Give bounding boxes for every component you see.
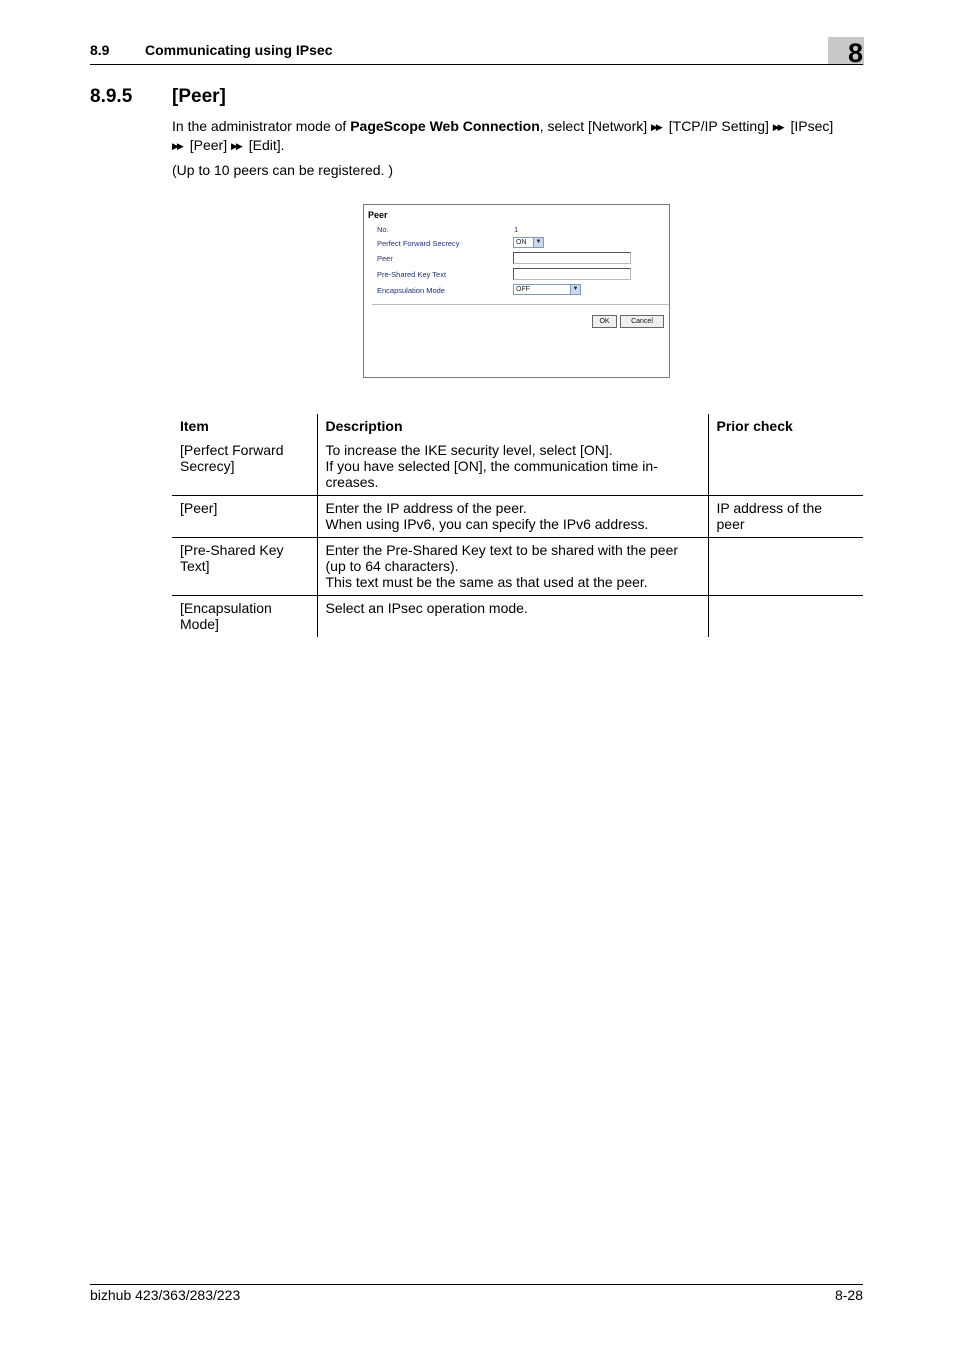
desc-line: To increase the IKE security level, select [ON]. xyxy=(325,442,613,458)
chevron-down-icon: ▼ xyxy=(570,285,580,294)
header-rule xyxy=(90,64,863,65)
heading-title: [Peer] xyxy=(172,86,226,107)
encap-select[interactable] xyxy=(513,284,581,295)
chapter-number: 8 xyxy=(847,38,863,68)
pfs-select-value: ON xyxy=(516,239,527,246)
cancel-button[interactable]: Cancel xyxy=(620,315,664,328)
step-arrow-icon: ▶▶ xyxy=(230,141,241,151)
desc-line: This text must be the same as that used at the peer. xyxy=(325,574,648,590)
settings-table xyxy=(172,414,863,637)
label-no: No. xyxy=(377,225,389,234)
step-arrow-icon: ▶▶ xyxy=(772,122,783,132)
chapter-badge xyxy=(828,37,864,68)
intro-prefix: In the administrator mode of xyxy=(172,118,351,134)
heading-number: 8.9.5 xyxy=(90,86,133,107)
step-arrow-icon: ▶▶ xyxy=(651,122,661,132)
cell-prior-check xyxy=(708,596,863,638)
cell-prior-check xyxy=(708,496,863,538)
table-row xyxy=(172,538,863,596)
desc-line: When using IPv6, you can specify the IPv6 address. xyxy=(325,516,649,532)
psk-input[interactable] xyxy=(513,268,631,280)
peer-settings-screenshot xyxy=(363,204,670,378)
footer-model: bizhub 423/363/283/223 xyxy=(90,1287,241,1303)
cell-prior-check xyxy=(708,538,863,596)
cell-item: [Peer] xyxy=(180,500,218,516)
label-pfs: Perfect Forward Secrecy xyxy=(377,239,460,248)
header-section-number: 8.9 xyxy=(90,42,110,58)
label-psk: Pre-Shared Key Text xyxy=(377,270,447,279)
table-header-row xyxy=(172,414,863,438)
intro-after-app: , select [Network] xyxy=(539,118,652,134)
screen-title: Peer xyxy=(368,210,388,220)
item-text: [Encapsulation Mode] xyxy=(180,600,272,632)
intro-step3: [IPsec] xyxy=(786,118,834,134)
col-header-prior-check: Prior check xyxy=(708,414,863,438)
cell-prior-check xyxy=(708,438,863,496)
table-row xyxy=(172,438,863,496)
header-section-title: Communicating using IPsec xyxy=(145,42,333,58)
intro-note: (Up to 10 peers can be registered. ) xyxy=(172,162,394,178)
footer-page-number: 8-28 xyxy=(834,1287,863,1303)
step-arrow-icon: ▶▶ xyxy=(172,141,182,151)
ok-button[interactable]: OK xyxy=(592,315,617,328)
footer-rule xyxy=(90,1284,863,1285)
col-header-item: Item xyxy=(180,418,209,434)
desc-line: Enter the Pre-Shared Key text to be shared with the peer (up to 64 characters). xyxy=(325,542,679,574)
table-row xyxy=(172,596,863,638)
col-header-description: Description xyxy=(317,414,708,438)
intro-step2: [TCP/IP Setting] xyxy=(664,118,773,134)
screen-divider xyxy=(372,304,669,305)
chevron-down-icon: ▼ xyxy=(533,238,543,247)
intro-step5: [Edit]. xyxy=(244,137,285,153)
table-row xyxy=(172,496,863,538)
intro-step4: [Peer] xyxy=(185,137,231,153)
value-no: 1 xyxy=(514,225,519,234)
label-peer: Peer xyxy=(377,254,393,263)
cell-item xyxy=(172,438,317,496)
cell-description xyxy=(317,596,708,638)
peer-input[interactable] xyxy=(513,252,631,264)
cell-item xyxy=(172,596,317,638)
cell-description xyxy=(317,438,708,496)
label-encap: Encapsulation Mode xyxy=(377,286,445,295)
cell-item xyxy=(172,538,317,596)
encap-select-value: OFF xyxy=(516,286,530,293)
desc-line: If you have selected [ON], the communication time in-creases. xyxy=(325,458,658,490)
cell-description xyxy=(317,538,708,596)
item-text: [Perfect Forward Secrecy] xyxy=(180,442,284,474)
app-name: PageScope Web Connection xyxy=(350,118,540,134)
intro-paragraph xyxy=(172,117,872,155)
cell-description xyxy=(317,496,708,538)
item-text: [Pre-Shared Key Text] xyxy=(180,542,284,574)
desc-line: Select an IPsec operation mode. xyxy=(325,600,528,616)
desc-line: Enter the IP address of the peer. xyxy=(325,500,527,516)
prior-check-text: IP address of the peer xyxy=(716,500,823,532)
pfs-select[interactable] xyxy=(513,237,544,248)
